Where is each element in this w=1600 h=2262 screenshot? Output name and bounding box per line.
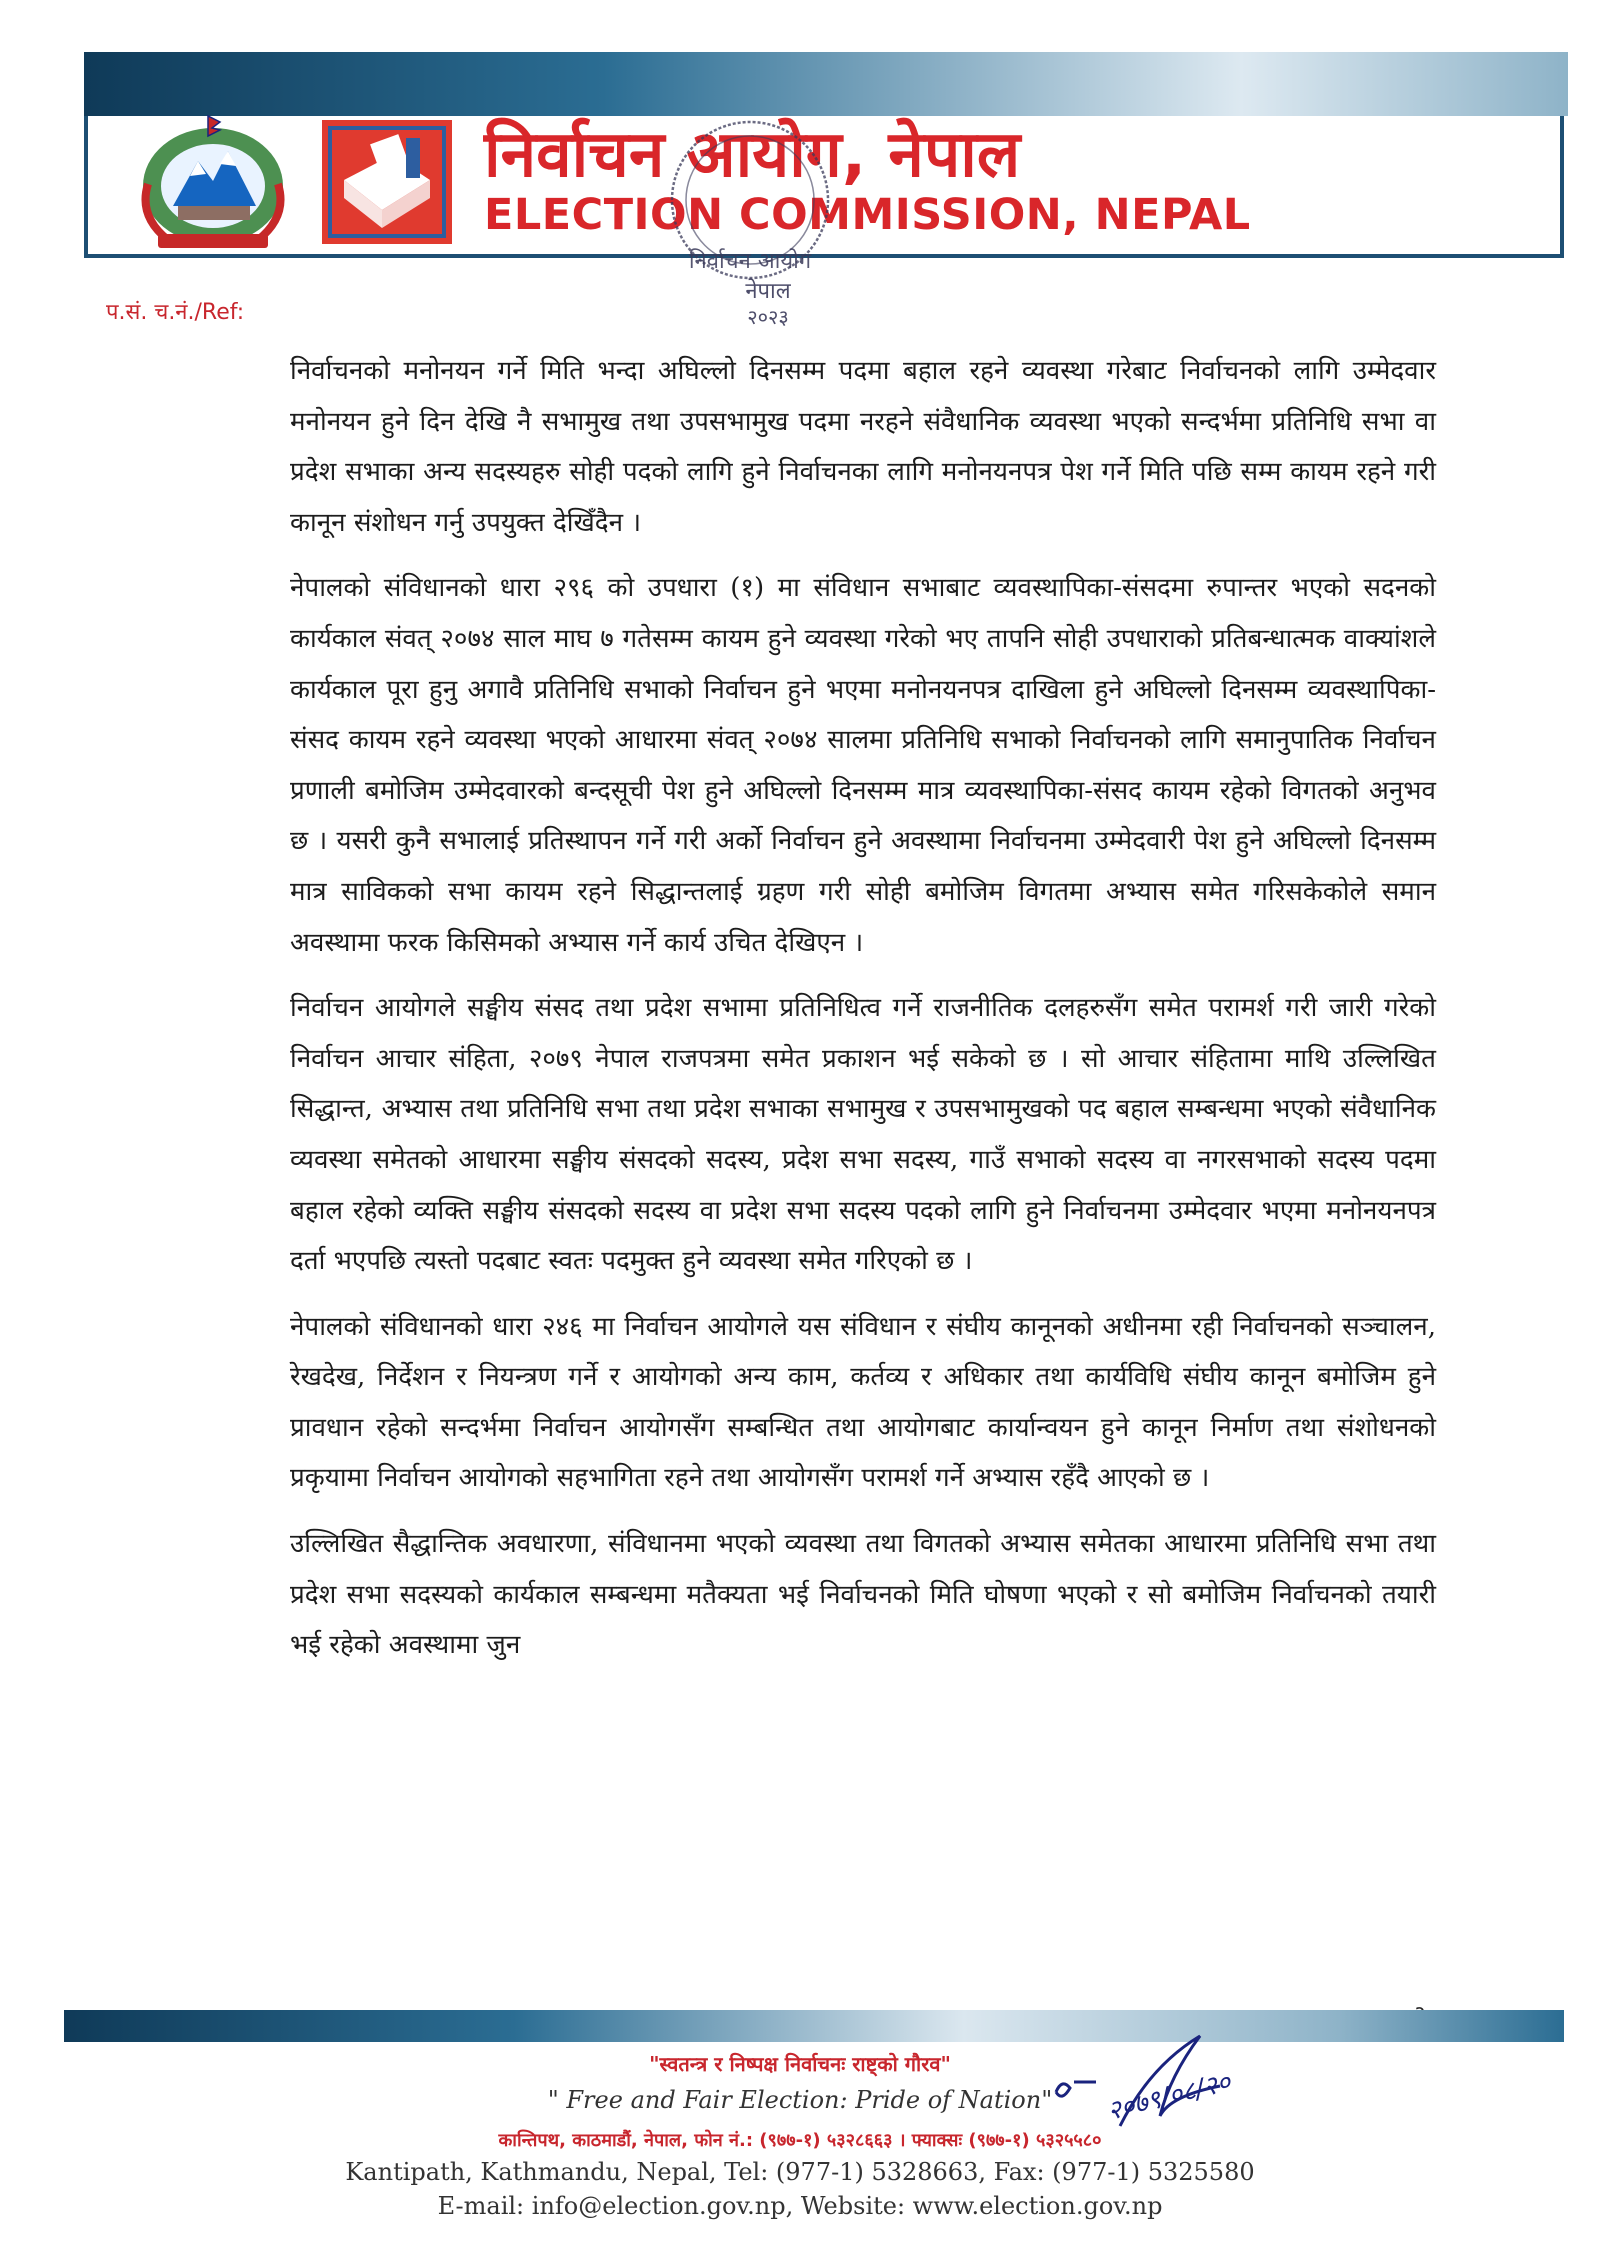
stamp-text: २०२३ (747, 305, 789, 329)
footer-band (64, 2010, 1564, 2042)
slogan-english: " Free and Fair Election: Pride of Nation" (547, 2086, 1053, 2114)
paragraph: निर्वाचन आयोगले सङ्घीय संसद तथा प्रदेश सभामा प्रतिनिधित्व गर्ने राजनीतिक दलहरुसँग समेत परामर्श गरी जारी गरेको निर्वाचन आचार संहिता, २०७९ नेपाल राजपत्रमा समेत प्रकाशन भई सकेको छ । सो आचार संहितामा माथि उल्लिखित सिद्धान्त, अभ्यास तथा प्रतिनिधि सभा तथा प्रदेश सभाका सभामुख र उपसभामुखको पद बहाल सम्बन्धमा भएको संवैधानिक व्यवस्था समेतको आधारमा सङ्घीय संसदको सदस्य, प्रदेश सभा सदस्य, गाउँ सभाको सदस्य वा नगरसभाको सदस्य पदमा बहाल रहेको व्यक्ति सङ्घीय संसदको सदस्य वा प्रदेश सभा सदस्य पदको लागि हुने निर्वाचनमा उम्मेदवार भएमा मनोनयनपत्र दर्ता भएपछि त्यस्तो पदबाट स्वतः पदमुक्त हुने व्यवस्था समेत गरिएको छ । (290, 993, 1436, 1277)
paragraph: उल्लिखित सैद्धान्तिक अवधारणा, संविधानमा भएको व्यवस्था तथा विगतको अभ्यास समेतका आधारमा प्रतिनिधि सभा तथा प्रदेश सभा सदस्यको कार्यकाल सम्बन्धमा मतैक्यता भई निर्वाचनको मिति घोषणा भएको र सो बमोजिम निर्वाचनको तयारी भई रहेको अवस्थामा जुन (290, 1529, 1436, 1661)
stamp-text: निर्वाचन आयोग (688, 249, 812, 274)
reference-label: प.सं. च.नं./Ref: (106, 300, 245, 325)
address-nepali: कान्तिपथ, काठमाडौं, नेपाल, फोन नं.: (९७७-१) ५३२८६६३ । फ्याक्सः (९७७-१) ५३२५५८० (498, 2130, 1102, 2151)
handwritten-signature (1050, 2030, 1310, 2140)
paragraph: निर्वाचनको मनोनयन गर्ने मिति भन्दा अघिल्लो दिनसम्म पदमा बहाल रहने व्यवस्था गरेबाट निर्वाचनको लागि उम्मेदवार मनोनयन हुने दिन देखि नै सभामुख तथा उपसभामुख पदमा नरहने संवैधानिक व्यवस्था भएको सन्दर्भमा प्रतिनिधि सभा वा प्रदेश सभाका अन्य सदस्यहरु सोही पदको लागि हुने निर्वाचनका लागि मनोनयनपत्र पेश गर्ने मिति पछि सम्म कायम रहने गरी कानून संशोधन गर्नु उपयुक्त देखिँदैन । (290, 356, 1436, 538)
paragraph: नेपालको संविधानको धारा २४६ मा निर्वाचन आयोगले यस संविधान र संघीय कानूनको अधीनमा रही निर्वाचनको सञ्चालन, रेखदेख, निर्देशन र नियन्त्रण गर्ने र आयोगको अन्य काम, कर्तव्य र अधिकार तथा कार्यविधि संघीय कानून बमोजिम हुने प्रावधान रहेको सन्दर्भमा निर्वाचन आयोगसँग सम्बन्धित तथा आयोगबाट कार्यान्वयन हुने कानून निर्माण तथा संशोधनको प्रकृयामा निर्वाचन आयोगको सहभागिता रहने तथा आयोगसँग परामर्श गर्ने अभ्यास रहँदै आएको छ । (290, 1311, 1436, 1494)
stamp-text: नेपाल (745, 279, 791, 304)
ballot-box-logo-icon (322, 120, 452, 244)
commission-title-nepali: निर्वाचन आयोग, नेपाल (484, 118, 1021, 192)
official-stamp (650, 100, 850, 330)
commission-title-english: ELECTION COMMISSION, NEPAL (484, 190, 1251, 240)
paragraph: नेपालको संविधानको धारा २९६ को उपधारा (१) मा संविधान सभाबाट व्यवस्थापिका-संसदमा रुपान्तर भएको सदनको कार्यकाल संवत् २०७४ साल माघ ७ गतेसम्म कायम हुने व्यवस्था गरेको भए तापनि सोही उपधाराको प्रतिबन्धात्मक वाक्यांशले कार्यकाल पूरा हुनु अगावै प्रतिनिधि सभाको निर्वाचन हुने भएमा मनोनयनपत्र दाखिला हुने अघिल्लो दिनसम्म व्यवस्थापिका-संसद कायम रहने व्यवस्था भएको आधारमा संवत् २०७४ सालमा प्रतिनिधि सभाको निर्वाचनको लागि समानुपातिक निर्वाचन प्रणाली बमोजिम उम्मेदवारको बन्दसूची पेश हुने अघिल्लो दिनसम्म मात्र व्यवस्थापिका-संसद कायम रहेको विगतको अनुभव छ । यसरी कुनै सभालाई प्रतिस्थापन गर्ने गरी अर्को निर्वाचन हुने अवस्थामा निर्वाचनमा उम्मेदवारी पेश हुने अघिल्लो दिनसम्म मात्र साविकको सभा कायम रहने सिद्धान्तलाई ग्रहण गरी सोही बमोजिम विगतमा अभ्यास समेत गरिसकेकोले समान अवस्थामा फरक किसिमको अभ्यास गर्ने कार्य उचित देखिएन । (290, 573, 1436, 958)
nepal-emblem-icon (128, 106, 298, 254)
contact-email-website: E-mail: info@election.gov.np, Website: www.election.gov.np (437, 2192, 1163, 2220)
address-english: Kantipath, Kathmandu, Nepal, Tel: (977-1) 5328663, Fax: (977-1) 5325580 (345, 2158, 1255, 2186)
slogan-nepali: "स्वतन्त्र र निष्पक्ष निर्वाचनः राष्ट्को गौरव" (649, 2052, 951, 2076)
letter-body (290, 346, 1436, 1686)
signature-date: २०७९/०८/२० (1104, 2067, 1234, 2127)
